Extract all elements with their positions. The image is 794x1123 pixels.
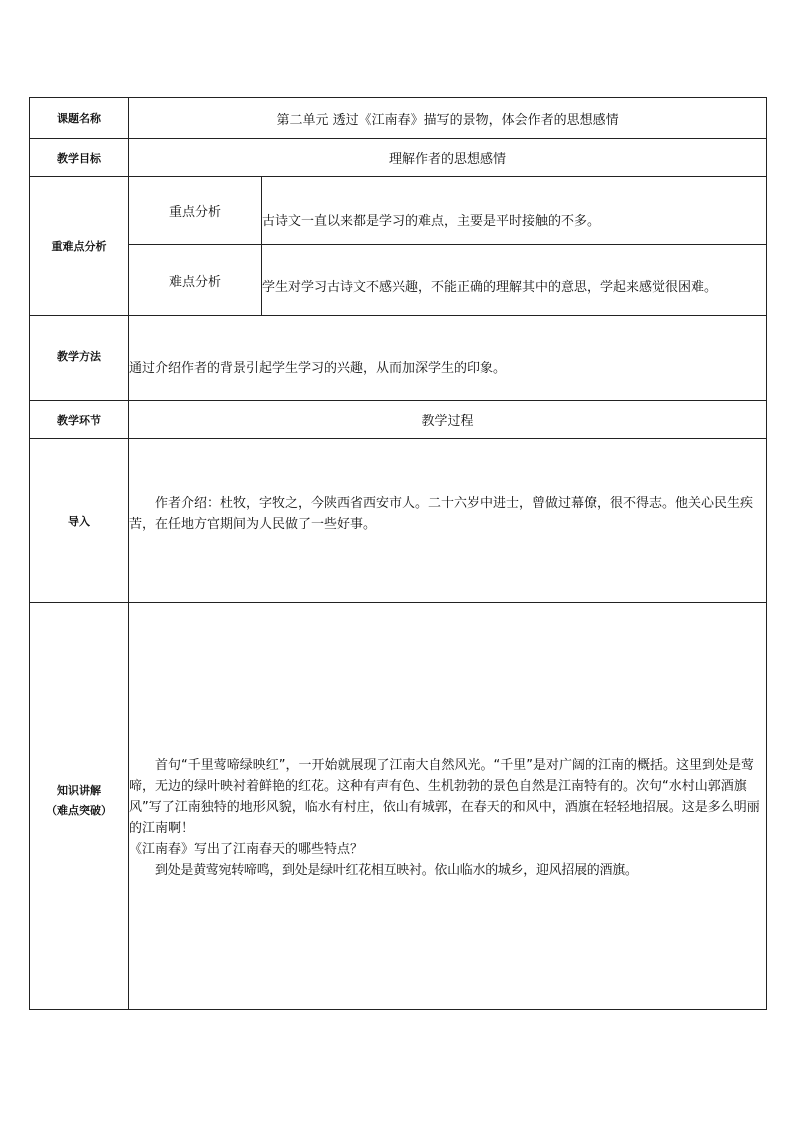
difficult-point-label: 难点分析 <box>129 245 262 316</box>
row-step <box>30 401 767 439</box>
key-point-value: 古诗文一直以来都是学习的难点，主要是平时接触的不多。 <box>262 177 767 245</box>
row-key-point <box>30 177 767 245</box>
lesson-plan-table <box>29 97 767 1010</box>
row-course-name <box>30 98 767 139</box>
course-name-value: 第二单元 透过《江南春》描写的景物，体会作者的思想感情 <box>129 98 767 139</box>
process-label: 教学过程 <box>129 401 767 439</box>
row-intro <box>30 439 767 603</box>
knowledge-answer: 到处是黄莺宛转啼鸣，到处是绿叶红花相互映衬。依山临水的城乡，迎风招展的酒旗。 <box>155 863 638 878</box>
knowledge-cell <box>129 603 767 1010</box>
knowledge-label-line1: 知识讲解 <box>57 784 101 797</box>
step-label: 教学环节 <box>30 401 129 439</box>
difficult-point-value: 学生对学习古诗文不感兴趣，不能正确的理解其中的意思，学起来感觉很困难。 <box>262 245 767 316</box>
intro-cell <box>129 439 767 603</box>
row-method <box>30 316 767 401</box>
knowledge-label-line2: （难点突破） <box>46 804 112 817</box>
knowledge-label <box>30 603 129 1010</box>
row-goal <box>30 139 767 177</box>
row-knowledge <box>30 603 767 1010</box>
course-name-label: 课题名称 <box>30 98 129 139</box>
goal-value: 理解作者的思想感情 <box>129 139 767 177</box>
method-label: 教学方法 <box>30 316 129 401</box>
goal-label: 教学目标 <box>30 139 129 177</box>
key-point-label: 重点分析 <box>129 177 262 245</box>
intro-label: 导入 <box>30 439 129 603</box>
knowledge-para1: 首句“千里莺啼绿映红”，一开始就展现了江南大自然风光。“千里”是对广阔的江南的概括。这里到处是莺啼，无边的绿叶映衬着鲜艳的红花。这种有声有色、生机勃勃的景色自然是江南特有的。次句“水村山郭酒旗风”写了江南独特的地形风貌，临水有村庄，依山有城郭，在春天的和风中，酒旗在轻轻地招展。这是多么明丽的江南啊！ <box>129 758 760 836</box>
method-value: 通过介绍作者的背景引起学生学习的兴趣，从而加深学生的印象。 <box>129 316 767 401</box>
difficulty-label: 重难点分析 <box>30 177 129 316</box>
row-difficult-point <box>30 245 767 316</box>
knowledge-question: 《江南春》写出了江南春天的哪些特点？ <box>129 842 364 857</box>
intro-text: 作者介绍：杜牧，字牧之，今陕西省西安市人。二十六岁中进士，曾做过幕僚，很不得志。他关心民生疾苦，在任地方官期间为人民做了一些好事。 <box>129 495 754 532</box>
